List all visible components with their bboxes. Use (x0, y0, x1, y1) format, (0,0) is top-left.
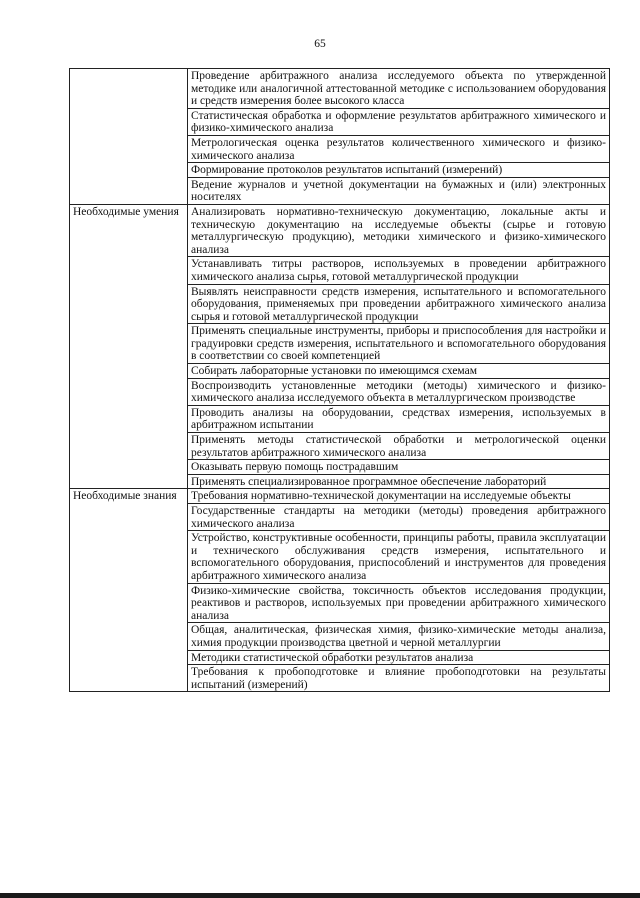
section-item: Проводить анализы на оборудовании, средствах измерения, используемых в арбитражном испытании (188, 405, 610, 432)
section-item: Оказывать первую помощь пострадавшим (188, 460, 610, 475)
section-item: Устройство, конструктивные особенности, принципы работы, правила эксплуатации и технического обслуживания средств измерения, испытательного и вспомогательного оборудования, приспособлений и инструментов для проведения арбитражного химического анализа (188, 531, 610, 583)
section-item: Физико-химические свойства, токсичность объектов исследования продукции, реактивов и растворов, используемых при проведении арбитражного химического анализа (188, 583, 610, 623)
section-item: Проведение арбитражного анализа исследуемого объекта по утвержденной методике или аналогичной аттестованной методике с использованием оборудования и средств измерения более высокого класса (188, 69, 610, 109)
section-item: Анализировать нормативно-техническую документацию, локальные акты и техническую документацию на исследуемые объекты (сырье и готовую металлургическую продукцию), методики химического и физико-химического анализа (188, 204, 610, 256)
section-item: Статистическая обработка и оформление результатов арбитражного химического и физико-химического анализа (188, 108, 610, 135)
section-item: Метрологическая оценка результатов количественного химического и физико-химического анализа (188, 135, 610, 162)
page-number: 65 (314, 38, 326, 50)
section-item: Применять специальные инструменты, приборы и приспособления для настройки и градуировки средств измерения, испытательного и вспомогательного оборудования в соответствии со своей компетенцией (188, 324, 610, 364)
table-row (70, 204, 610, 256)
section-item: Требования к пробоподготовке и влияние пробоподготовки на результаты испытаний (измерений) (188, 665, 610, 692)
section-label: Необходимые умения (70, 204, 188, 488)
section-item: Воспроизводить установленные методики (методы) химического и физико-химического анализа исследуемого объекта в металлургическом производстве (188, 378, 610, 405)
section-item: Применять специализированное программное обеспечение лабораторий (188, 474, 610, 489)
section-label: Необходимые знания (70, 489, 188, 692)
section-item: Методики статистической обработки результатов анализа (188, 650, 610, 665)
requirements-table (69, 68, 610, 692)
scan-edge (0, 893, 640, 898)
section-item: Формирование протоколов результатов испытаний (измерений) (188, 163, 610, 178)
table-row (70, 489, 610, 504)
section-item: Устанавливать титры растворов, используемых в проведении арбитражного химического анализа сырья, готовой металлургической продукции (188, 257, 610, 284)
section-item: Общая, аналитическая, физическая химия, физико-химические методы анализа, химия продукции производства цветной и черной металлургии (188, 623, 610, 650)
requirements-table-body (70, 69, 610, 692)
section-item: Собирать лабораторные установки по имеющимся схемам (188, 364, 610, 379)
section-item: Требования нормативно-технической документации на исследуемые объекты (188, 489, 610, 504)
section-item: Применять методы статистической обработки и метрологической оценки результатов арбитражного химического анализа (188, 433, 610, 460)
section-item: Выявлять неисправности средств измерения, испытательного и вспомогательного оборудования, применяемых при проведении арбитражного химического анализа сырья и готовой металлургической продукции (188, 284, 610, 324)
section-label (70, 69, 188, 205)
table-row (70, 69, 610, 109)
section-item: Государственные стандарты на методики (методы) проведения арбитражного химического анализа (188, 504, 610, 531)
section-item: Ведение журналов и учетной документации на бумажных и (или) электронных носителях (188, 177, 610, 204)
